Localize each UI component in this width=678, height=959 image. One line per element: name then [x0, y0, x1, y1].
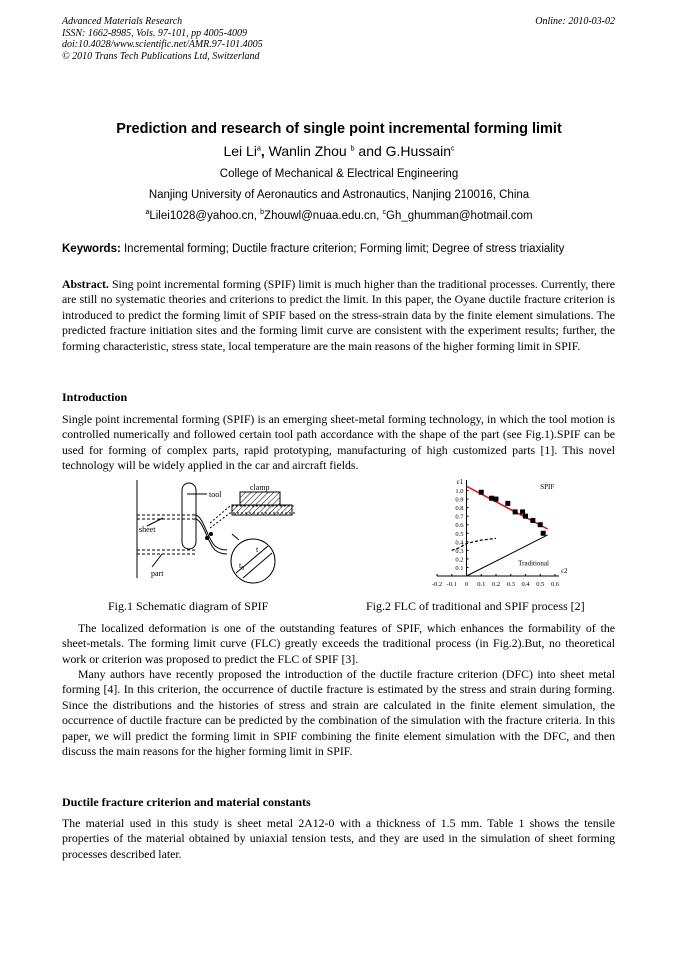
y-tick-label: 0.6 [455, 522, 464, 530]
x-tick-label: 0 [464, 581, 469, 588]
journal-name: Advanced Materials Research [62, 16, 183, 27]
authors-line [0, 143, 678, 159]
x-tick-label: 0.3 [506, 581, 515, 588]
keywords-label: Keywords: [62, 243, 121, 255]
author-2: Wanlin Zhou [264, 143, 351, 159]
intro-paragraph-2: The localized deformation is one of the outstanding features of SPIF, which enhances the formability of the sheet-metals. The forming limit curve (FLC) greatly exceeds the traditional process (in Fig.2).But, no theoretical work or criterion was proposed to predict the FLC of SPIF [3]. [62, 621, 615, 666]
tool-body [182, 483, 196, 549]
spif-fit-line [467, 486, 548, 529]
label-t0: $t_0$ [239, 561, 245, 572]
spif-data-point [489, 496, 494, 501]
y-tick-label: 0.5 [455, 530, 464, 538]
figure-2-caption: Fig.2 FLC of traditional and SPIF process [2] [366, 599, 585, 613]
email-1: Lilei1028@yahoo.cn, [149, 210, 261, 222]
clamp-lower [232, 505, 292, 515]
intro-paragraph-1: Single point incremental forming (SPIF) is an emerging sheet-metal forming technology, in which the tool motion is controlled numerically and followed certain tool path accordance with the shape of the part (see Fig.1).SPIF can be used for forming of complex parts, rapid prototyping, manufacturing of high customized parts [1]. This novel technology will be widely applied in the car and aircraft fields. [62, 412, 615, 473]
abstract-label: Abstract. [62, 277, 109, 291]
abstract-text: Sing point incremental forming (SPIF) limit is much higher than the traditional processes. Currently, there are still no systematic theories and criterions to predict the limit. In this paper, the Oyane ductile fracture criterion is introduced to predict the forming limit of SPIF based on the stress-strain data by the finite element simulations. The predicted fracture initiation sites and the forming limit curve are consistent with the experiment results; further, the forming characteristic, stress state, local temperature are the main reasons of the higher forming limit in SPIF. [62, 277, 615, 353]
y-tick-label: 0.4 [455, 539, 464, 547]
x-tick-label: -0.1 [446, 581, 457, 588]
traditional-line [467, 535, 548, 576]
y-tick-label: 0.9 [455, 496, 464, 504]
x-tick-label: 0.6 [550, 581, 560, 588]
online-date: Online: 2010-03-02 [535, 16, 615, 27]
clamp-upper [240, 492, 280, 505]
y-tick-label: 0.8 [455, 505, 464, 513]
detail-line-2 [243, 553, 272, 578]
author-1: Lei Li [223, 143, 257, 159]
intro-paragraph-3: Many authors have recently proposed the introduction of the ductile fracture criterion (DFC) into sheet metal forming [4]. In this criterion, the occurrence of ductile fracture is estimated by the stress and strain during forming. Since the distributions and the histories of stress and strain are calculated in the finite element simulation, the occurrence of ductile fracture can be predicted by the combination of the simulation with the fracture criteria. In this paper, we will predict the forming limit in SPIF combining the finite element simulation with the DFC, and then discuss the main reasons for the higher forming limit in SPIF. [62, 667, 615, 759]
spif-data-point [538, 522, 543, 527]
author-2-sup: b [350, 145, 355, 153]
spif-data-point [494, 497, 499, 502]
author-3: and G.Hussain [354, 143, 452, 159]
paper-title: Prediction and research of single point incremental forming limit [116, 121, 562, 137]
section-2-paragraph-1: The material used in this study is sheet metal 2A12-0 with a thickness of 1.5 mm. Table 1 shows the tensile properties of the material obtained by uniaxial tension tests, and they are used in the simulation of sheet forming processes described later. [62, 816, 615, 861]
email-sup-b: b [260, 209, 265, 217]
leader-detail [232, 534, 239, 540]
label-clamp: clamp [250, 483, 270, 492]
keywords-text: Incremental forming; Ductile fracture criterion; Forming limit; Degree of stress triaxiality [120, 243, 565, 255]
abstract [62, 277, 615, 354]
y-axis-label: ε1 [456, 478, 463, 486]
x-tick-label: 0.1 [477, 581, 486, 588]
x-tick-label: 0.4 [521, 581, 530, 588]
x-axis-label: ε2 [561, 567, 568, 575]
email-sup-a: a [145, 209, 150, 217]
leader-part [152, 554, 162, 567]
spif-data-point [541, 531, 546, 536]
issn-line: ISSN: 1662-8985, Vols. 97-101, pp 4005-4009 [62, 27, 247, 39]
doi-line: doi:10.4028/www.scientific.net/AMR.97-101.4005 [62, 39, 263, 50]
journal-header [62, 16, 615, 62]
email-line [0, 210, 678, 222]
tool-contact-2 [209, 532, 213, 536]
spif-series-label: SPIF [540, 482, 555, 491]
spif-data-point [523, 514, 528, 519]
y-tick-label: 0.2 [455, 556, 464, 564]
x-tick-label: -0.2 [431, 581, 443, 588]
tool-contact-1 [205, 536, 209, 540]
detail-circle [231, 539, 275, 583]
label-t: t [256, 545, 259, 554]
email-sup-c: c [382, 209, 386, 217]
x-tick-label: 0.5 [536, 581, 545, 588]
introduction-heading: Introduction [62, 390, 128, 404]
spif-data-point [530, 518, 535, 523]
author-3-sup: c [451, 145, 455, 153]
email-3: Gh_ghumman@hotmail.com [386, 210, 533, 222]
spif-data-point [505, 501, 510, 506]
affiliation-line-1: College of Mechanical & Electrical Engineering [219, 168, 459, 180]
author-sep: , [260, 143, 265, 159]
y-tick-label: 1.0 [455, 488, 464, 496]
y-tick-label: 0.1 [455, 564, 464, 572]
figure-1-caption: Fig.1 Schematic diagram of SPIF [108, 599, 269, 613]
affiliation-line-2: Nanjing University of Aeronautics and Astronautics, Nanjing 210016, China [148, 189, 530, 201]
y-tick-label: 0.3 [455, 547, 464, 555]
label-tool: tool [209, 490, 222, 499]
y-tick-label: 0.7 [455, 513, 464, 521]
copyright-line: © 2010 Trans Tech Publications Ltd, Switzerland [62, 50, 260, 62]
spif-data-point [520, 509, 525, 514]
figure-2-flc-chart [415, 476, 585, 594]
formed-profile-2 [195, 519, 227, 554]
author-1-sup: a [256, 145, 261, 153]
figure-1-schematic [135, 478, 297, 588]
label-part: part [151, 569, 164, 578]
spif-data-point [479, 490, 484, 495]
label-sheet: sheet [139, 525, 156, 534]
spif-data-point [513, 509, 518, 514]
email-2: Zhouwl@nuaa.edu.cn, [264, 210, 383, 222]
section-2-heading: Ductile fracture criterion and material constants [62, 795, 311, 809]
keywords [62, 243, 615, 255]
traditional-series-label: Traditional [518, 559, 549, 568]
x-tick-label: 0.2 [491, 581, 501, 588]
